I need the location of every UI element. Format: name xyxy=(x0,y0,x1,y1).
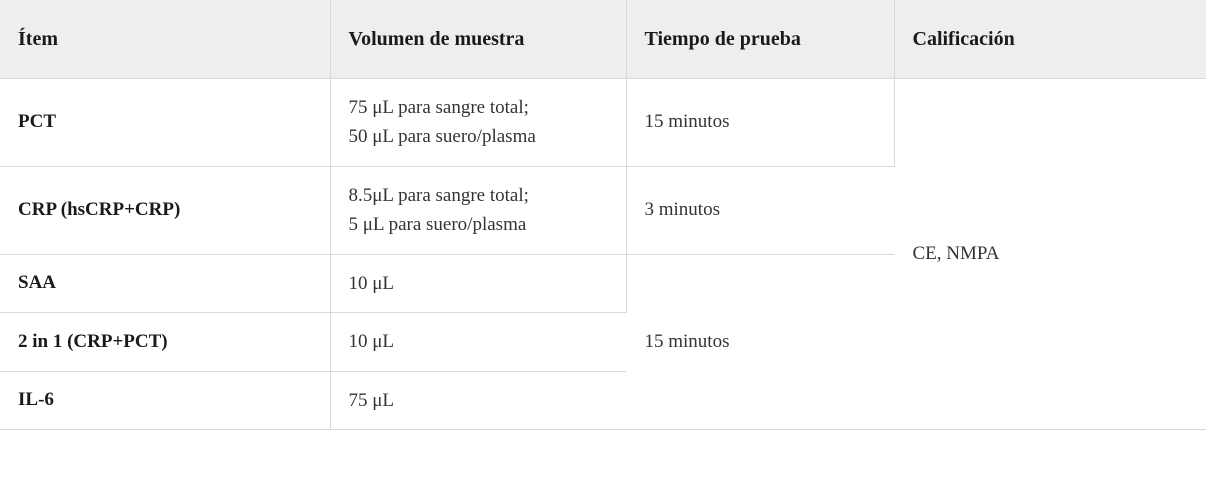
cell-item: PCT xyxy=(0,79,330,167)
cell-sample-volume xyxy=(330,79,626,167)
table-header xyxy=(0,0,1206,79)
cell-sample-volume xyxy=(330,371,626,429)
table-row xyxy=(0,79,1206,167)
cell-sample-volume xyxy=(330,313,626,371)
cell-item: CRP (hsCRP+CRP) xyxy=(0,166,330,254)
volume-line-2: 5 μL para suero/plasma xyxy=(348,214,527,236)
cell-test-time: 15 minutos xyxy=(626,79,894,167)
column-header-sample-volume: Volumen de muestra xyxy=(330,0,626,79)
column-header-item: Ítem xyxy=(0,0,330,79)
volume-line-1: 75 μL xyxy=(348,389,395,411)
column-header-certification: Calificación xyxy=(894,0,1206,79)
cell-item: 2 in 1 (CRP+PCT) xyxy=(0,313,330,371)
volume-line-1: 8.5μL para sangre total; xyxy=(348,184,529,206)
header-row xyxy=(0,0,1206,79)
column-header-test-time: Tiempo de prueba xyxy=(626,0,894,79)
table-body xyxy=(0,79,1206,430)
volume-line-2: 50 μL para suero/plasma xyxy=(348,126,536,148)
cell-test-time: 15 minutos xyxy=(626,254,894,429)
volume-line-1: 75 μL para sangre total; xyxy=(348,97,529,118)
volume-line-1: 10 μL xyxy=(348,272,395,294)
volume-line-1: 10 μL xyxy=(348,331,395,353)
cell-certification: CE, NMPA xyxy=(894,79,1206,430)
cell-sample-volume xyxy=(330,166,626,254)
cell-sample-volume xyxy=(330,254,626,312)
cell-test-time: 3 minutos xyxy=(626,166,894,254)
cell-item: SAA xyxy=(0,254,330,312)
cell-item: IL-6 xyxy=(0,371,330,429)
